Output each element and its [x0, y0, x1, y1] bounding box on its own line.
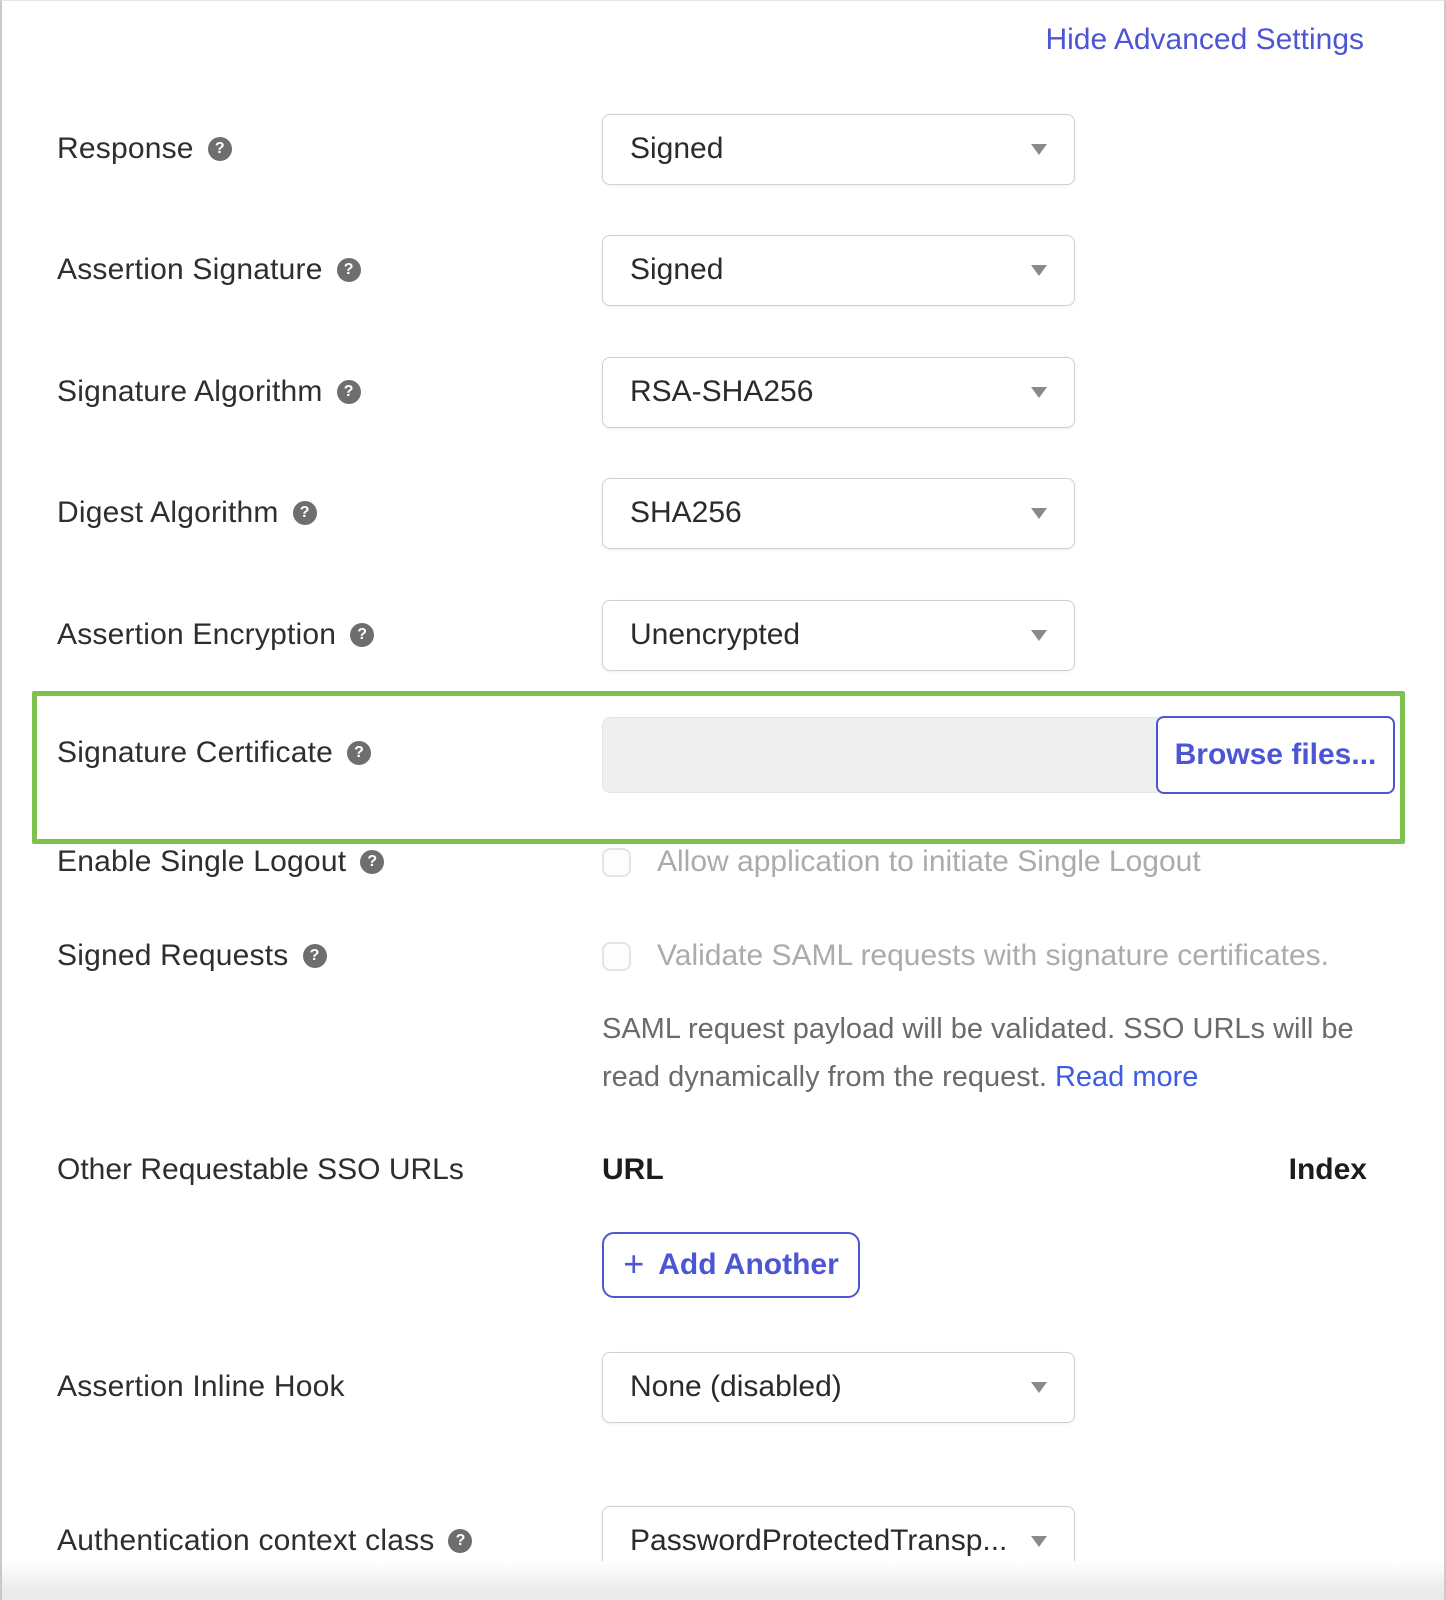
chevron-down-icon	[1031, 508, 1047, 519]
plus-icon: +	[623, 1242, 645, 1284]
assertion-inline-hook-row	[2, 1351, 1444, 1423]
signature-certificate-file-input	[602, 717, 1158, 793]
response-label-cell	[57, 132, 602, 166]
assertion-inline-hook-label: Assertion Inline Hook	[57, 1370, 345, 1403]
help-icon[interactable]: ?	[347, 741, 371, 765]
assertion-signature-label: Assertion Signature	[57, 253, 323, 286]
url-column-header: URL	[602, 1153, 664, 1186]
other-sso-urls-row	[2, 1149, 1444, 1191]
signed-requests-check-group	[602, 939, 1329, 973]
assertion-encryption-label-cell	[57, 618, 602, 652]
digest-algorithm-label: Digest Algorithm	[57, 496, 279, 529]
browse-files-button[interactable]: Browse files...	[1156, 716, 1395, 794]
signature-certificate-label-cell	[57, 736, 602, 770]
help-icon[interactable]: ?	[448, 1529, 472, 1553]
assertion-signature-select[interactable]	[602, 235, 1075, 306]
help-icon[interactable]: ?	[360, 850, 384, 874]
authentication-context-class-select-value: PasswordProtectedTransp...	[630, 1524, 1008, 1557]
chevron-down-icon	[1031, 387, 1047, 398]
assertion-encryption-label: Assertion Encryption	[57, 618, 337, 651]
signature-algorithm-select-value: RSA-SHA256	[630, 375, 814, 408]
other-sso-urls-label: Other Requestable SSO URLs	[57, 1153, 464, 1186]
signature-certificate-label: Signature Certificate	[57, 736, 334, 769]
assertion-signature-label-cell	[57, 253, 602, 287]
authentication-context-class-label-cell	[57, 1524, 602, 1558]
signed-requests-label: Signed Requests	[57, 939, 289, 972]
digest-algorithm-select-value: SHA256	[630, 496, 742, 529]
description-line-1: SAML request payload will be validated. SSO URLs will be	[602, 1013, 1354, 1045]
chevron-down-icon	[1031, 1536, 1047, 1547]
assertion-signature-select-value: Signed	[630, 253, 724, 286]
single-logout-label-cell	[57, 845, 602, 879]
assertion-inline-hook-label-cell	[57, 1370, 602, 1404]
assertion-encryption-row	[2, 599, 1444, 671]
help-icon[interactable]: ?	[337, 258, 361, 282]
assertion-encryption-select[interactable]	[602, 600, 1075, 671]
help-icon[interactable]: ?	[208, 137, 232, 161]
assertion-encryption-select-value: Unencrypted	[630, 618, 801, 651]
signed-requests-label-cell	[57, 939, 602, 973]
help-icon[interactable]: ?	[303, 944, 327, 968]
signature-algorithm-row	[2, 356, 1444, 428]
help-icon[interactable]: ?	[293, 501, 317, 525]
single-logout-row	[2, 841, 1444, 883]
add-another-button-label: Add Another	[658, 1248, 839, 1281]
help-icon[interactable]: ?	[350, 623, 374, 647]
digest-algorithm-row	[2, 477, 1444, 549]
read-more-link[interactable]: Read more	[1054, 1061, 1199, 1093]
assertion-signature-row	[2, 234, 1444, 306]
assertion-inline-hook-select-value: None (disabled)	[630, 1370, 842, 1403]
signature-algorithm-label-cell	[57, 375, 602, 409]
chevron-down-icon	[1031, 265, 1047, 276]
bottom-fade	[2, 1561, 1444, 1600]
single-logout-label: Enable Single Logout	[57, 845, 347, 878]
description-line-2	[602, 1053, 1354, 1101]
signed-requests-description	[602, 1005, 1354, 1101]
digest-algorithm-label-cell	[57, 496, 602, 530]
single-logout-checkbox-label: Allow application to initiate Single Logout	[657, 845, 1201, 878]
authentication-context-class-label: Authentication context class	[57, 1524, 435, 1557]
hide-advanced-settings-link[interactable]: Hide Advanced Settings	[1045, 23, 1364, 56]
signed-requests-checkbox	[602, 942, 631, 971]
signed-requests-row	[2, 935, 1444, 977]
help-icon[interactable]: ?	[337, 380, 361, 404]
signature-algorithm-label: Signature Algorithm	[57, 375, 323, 408]
chevron-down-icon	[1031, 1382, 1047, 1393]
description-line-2-text: read dynamically from the request.	[602, 1061, 1047, 1093]
response-label: Response	[57, 132, 194, 165]
signed-requests-checkbox-label: Validate SAML requests with signature certificates.	[657, 939, 1329, 972]
response-row	[2, 113, 1444, 185]
single-logout-check-group	[602, 845, 1201, 879]
chevron-down-icon	[1031, 144, 1047, 155]
index-column-header: Index	[1288, 1153, 1367, 1186]
response-select[interactable]	[602, 114, 1075, 185]
chevron-down-icon	[1031, 630, 1047, 641]
single-logout-checkbox	[602, 848, 631, 877]
response-select-value: Signed	[630, 132, 724, 165]
signature-algorithm-select[interactable]	[602, 357, 1075, 428]
add-another-button[interactable]	[602, 1232, 860, 1298]
digest-algorithm-select[interactable]	[602, 478, 1075, 549]
assertion-inline-hook-select[interactable]	[602, 1352, 1075, 1423]
